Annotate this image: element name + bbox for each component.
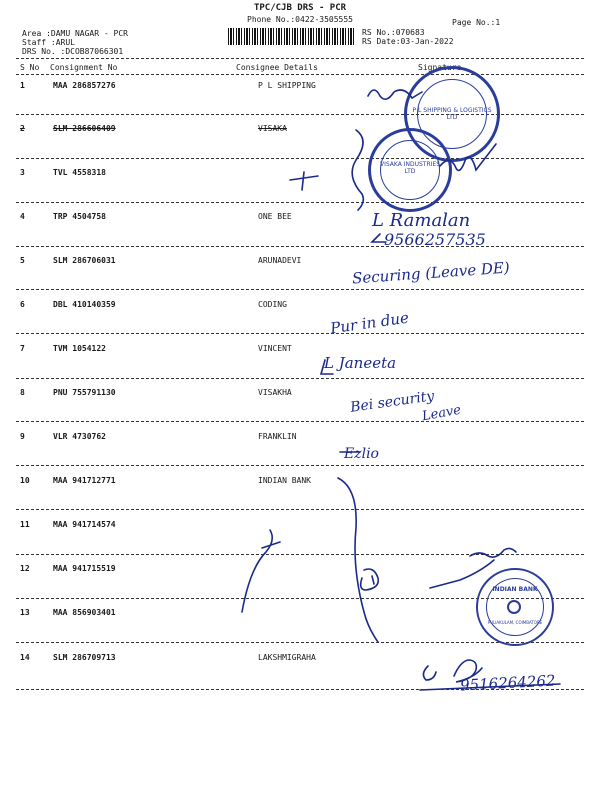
signature-row10 <box>338 478 378 642</box>
signature-row2 <box>352 130 363 210</box>
row-consignment: TVL 4558318 <box>53 168 106 177</box>
row-sno: 13 <box>20 608 30 617</box>
pl-shipping-stamp-text: P L SHIPPING & LOGISTICS LTD <box>412 107 492 121</box>
signature-row11 <box>242 530 280 612</box>
handwritten-note: Securing (Leave DE) <box>351 258 511 288</box>
drs-number: DRS No. :DCOB87066301 <box>22 47 124 56</box>
row-sno: 5 <box>20 256 25 265</box>
col-consignment: Consignment No <box>50 63 118 72</box>
handwritten-name: L Janeeta <box>324 354 397 372</box>
area-label: Area :DAMU NAGAR - PCR <box>22 29 128 38</box>
row-sno: 11 <box>20 520 30 529</box>
rs-number: RS No.:070683 <box>362 28 425 37</box>
row-consignment: DBL 410140359 <box>53 300 116 309</box>
rs-date: RS Date:03-Jan-2022 <box>362 37 454 46</box>
row-consignee: ONE BEE <box>258 212 292 221</box>
indian-bank-branch-text: PULIAKULAM, COIMBATORE <box>487 620 543 625</box>
row-consignee: P L SHIPPING <box>258 81 316 90</box>
row-sno: 8 <box>20 388 25 397</box>
signature-row7 <box>321 360 333 374</box>
row-sno: 3 <box>20 168 25 177</box>
row-sno: 9 <box>20 432 25 441</box>
handwritten-note: Bei security <box>349 388 436 416</box>
row-consignment: MAA 941714574 <box>53 520 116 529</box>
row-consignment: TVM 1054122 <box>53 344 106 353</box>
row-consignee: VISAKHA <box>258 388 292 397</box>
row-consignment: SLM 286709713 <box>53 653 116 662</box>
row-consignment: MAA 941712771 <box>53 476 116 485</box>
row-consignee: ARUNADEVI <box>258 256 302 265</box>
row-sno: 2 <box>20 124 25 133</box>
signature-row1 <box>368 90 422 99</box>
signature-row12 <box>361 569 379 590</box>
row-consignment: MAA 856903401 <box>53 608 116 617</box>
row-consignee: FRANKLIN <box>258 432 297 441</box>
col-sno: S No <box>20 63 40 72</box>
handwritten-phone: 9516264262 <box>459 671 556 695</box>
row-consignment: SLM 286706031 <box>53 256 116 265</box>
signature-row12b <box>430 548 516 588</box>
row-consignee: VISAKA <box>258 124 287 133</box>
row-sno: 4 <box>20 212 25 221</box>
handwritten-note: Ezlio <box>344 446 379 462</box>
indian-bank-stamp-text: INDIAN BANK <box>492 586 538 593</box>
staff-label: Staff :ARUL <box>22 38 75 47</box>
row-sno: 14 <box>20 653 30 662</box>
row-consignment: SLM 286606409 <box>53 124 116 133</box>
signature-row14-underline <box>420 684 560 690</box>
row-consignee: INDIAN BANK <box>258 476 311 485</box>
signature-row4 <box>372 234 386 242</box>
signature-row3 <box>290 172 318 190</box>
col-signature: Signature <box>418 63 462 72</box>
row-consignment: VLR 4730762 <box>53 432 106 441</box>
row-consignment: MAA 286857276 <box>53 81 116 90</box>
col-consignee: Consignee Details <box>236 63 318 72</box>
phone-number: Phone No.:0422-3505555 <box>247 15 353 24</box>
row-consignment: PNU 755791130 <box>53 388 116 397</box>
row-sno: 12 <box>20 564 30 573</box>
row-consignee: LAKSHMIGRAHA <box>258 653 316 662</box>
row-consignee: CODING <box>258 300 287 309</box>
visaka-stamp-text: VISAKA INDUSTRIES LTD <box>379 161 441 175</box>
row-consignment: TRP 4504758 <box>53 212 106 221</box>
page-number: Page No.:1 <box>452 18 501 27</box>
handwritten-name: L Ramalan <box>372 210 471 231</box>
handwritten-note: Pur in due <box>329 308 410 338</box>
row-consignee: VINCENT <box>258 344 292 353</box>
row-sno: 10 <box>20 476 30 485</box>
row-sno: 6 <box>20 300 25 309</box>
handwritten-phone: 9566257535 <box>384 230 486 249</box>
signature-row14 <box>423 660 482 682</box>
row-sno: 7 <box>20 344 25 353</box>
row-consignment: MAA 941715519 <box>53 564 116 573</box>
signature-row3b <box>440 144 496 170</box>
handwritten-note: Leave <box>420 402 463 425</box>
row-sno: 1 <box>20 81 25 90</box>
doc-title: TPC/CJB DRS - PCR <box>253 3 347 13</box>
